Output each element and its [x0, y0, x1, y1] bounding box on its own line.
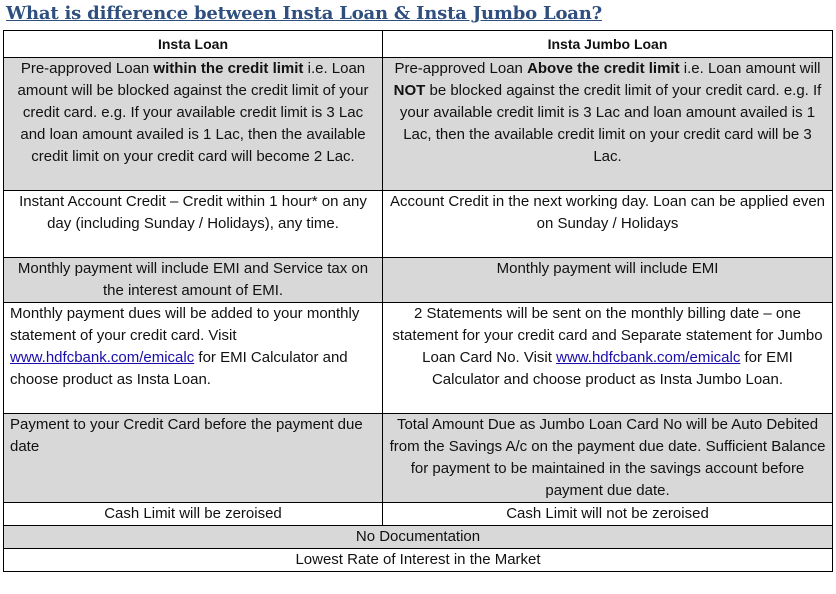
- table-row: [4, 526, 833, 549]
- cell-jumbo-monthly-payment: Monthly payment will include EMI: [383, 258, 833, 303]
- cell-insta-credit-limit: Pre-approved Loan within the credit limit i.e. Loan amount will be blocked against the credit limit of your credit card. e.g. If your available credit limit is 3 Lac and loan amount availed is 1 Lac, then the available credit limit on your credit card will become 2 Lac.: [4, 58, 383, 191]
- cell-jumbo-statement: 2 Statements will be sent on the monthly billing date – one statement for your credit card and Separate statement for Jumbo Loan Card No. Visit www.hdfcbank.com/emicalc for EMI Calculator and choose product as Insta Jumbo Loan.: [383, 303, 833, 414]
- table-row: [4, 414, 833, 503]
- emicalc-link[interactable]: www.hdfcbank.com/emicalc: [10, 349, 195, 366]
- cell-jumbo-account-credit: Account Credit in the next working day. Loan can be applied even on Sunday / Holidays: [383, 191, 833, 258]
- cell-insta-account-credit: Instant Account Credit – Credit within 1 hour* on any day (including Sunday / Holidays), any time.: [4, 191, 383, 258]
- table-row: [4, 503, 833, 526]
- table-row: [4, 58, 833, 191]
- cell-jumbo-credit-limit: Pre-approved Loan Above the credit limit i.e. Loan amount will NOT be blocked against the credit limit of your credit card. e.g. If your available credit limit is 3 Lac and loan amount availed is 1 Lac, then the available credit limit on your credit card will be 3 Lac.: [383, 58, 833, 191]
- table-row: [4, 303, 833, 414]
- page-title: What is difference between Insta Loan & Insta Jumbo Loan?: [6, 3, 602, 24]
- cell-jumbo-payment: Total Amount Due as Jumbo Loan Card No will be Auto Debited from the Savings A/c on the payment due date. Sufficient Balance for payment to be maintained in the savings account before payment due date.: [383, 414, 833, 503]
- cell-insta-statement: Monthly payment dues will be added to your monthly statement of your credit card. Visit www.hdfcbank.com/emicalc for EMI Calculator and choose product as Insta Loan.: [4, 303, 383, 414]
- cell-no-documentation: No Documentation: [4, 526, 833, 549]
- table-row: [4, 258, 833, 303]
- cell-insta-payment: Payment to your Credit Card before the payment due date: [4, 414, 383, 503]
- cell-lowest-rate: Lowest Rate of Interest in the Market: [4, 549, 833, 572]
- header-insta-loan: Insta Loan: [4, 31, 383, 58]
- emicalc-link[interactable]: www.hdfcbank.com/emicalc: [556, 349, 741, 366]
- table-row: [4, 191, 833, 258]
- comparison-table: [3, 30, 833, 572]
- table-row: [4, 549, 833, 572]
- cell-insta-cash-limit: Cash Limit will be zeroised: [4, 503, 383, 526]
- header-insta-jumbo-loan: Insta Jumbo Loan: [383, 31, 833, 58]
- header-row: [4, 31, 833, 58]
- cell-insta-monthly-payment: Monthly payment will include EMI and Service tax on the interest amount of EMI.: [4, 258, 383, 303]
- cell-jumbo-cash-limit: Cash Limit will not be zeroised: [383, 503, 833, 526]
